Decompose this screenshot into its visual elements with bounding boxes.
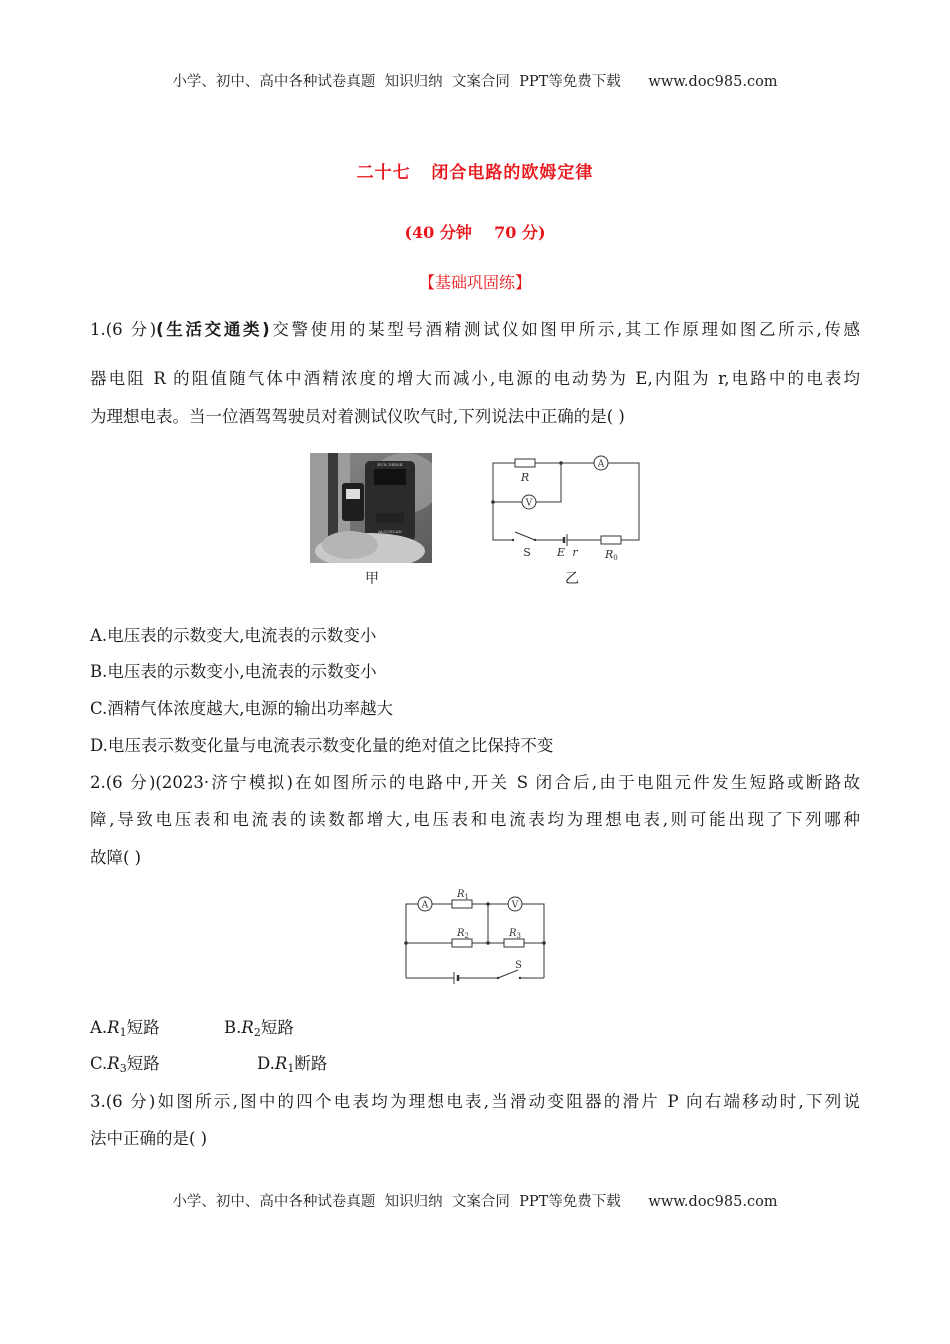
breathalyzer-circuit: [485, 452, 645, 567]
q2-option-d: $D.R_1$断路: [257, 1054, 328, 1075]
q2-option-b: $B.R_2$短路: [224, 1018, 294, 1039]
q2-r1-label: $R_1$: [457, 889, 469, 901]
q2-circuit: [400, 882, 550, 984]
q1-option-a: A.电压表的示数变大,电流表的示数变小: [90, 626, 377, 645]
device-label-1: RUN DRINK: [377, 462, 403, 467]
r0-label: R0: [605, 548, 618, 562]
switch-label: S: [523, 546, 531, 559]
ammeter-symbol: A: [597, 459, 605, 470]
internal-resistance-label: r: [572, 546, 578, 559]
q2-option-a: $A.R_1$短路: [90, 1018, 160, 1039]
figure-b-caption: 乙: [565, 571, 579, 587]
figure-a-caption: 甲: [365, 571, 379, 587]
q1-tag: (生活交通类): [156, 320, 270, 339]
q2-voltmeter-symbol: V: [511, 900, 519, 911]
page-footer: 小学、初中、高中各种试卷真题 知识归纳 文案合同 PPT等免费下载 www.doc985.com: [172, 1194, 778, 1210]
q2-r3-label: $R_3$: [509, 928, 521, 940]
page-subtitle: (40 分钟 70 分): [404, 223, 546, 242]
q1-option-d: D.电压表示数变化量与电流表示数变化量的绝对值之比保持不变: [90, 736, 554, 755]
q1-option-c: C.酒精气体浓度越大,电源的输出功率越大: [90, 699, 394, 718]
q2-option-c: $C.R_3$短路: [90, 1054, 160, 1075]
page-header: 小学、初中、高中各种试卷真题 知识归纳 文案合同 PPT等免费下载 www.doc985.com: [172, 74, 778, 90]
voltmeter-symbol: V: [525, 498, 533, 509]
q1-line-2: 器电阻 R 的阻值随气体中酒精浓度的增大而减小,电源的电动势为 E,内阻为 r,电路中的电表均: [90, 369, 860, 388]
breathalyzer-photo: [310, 453, 432, 563]
q3-line-2: 法中正确的是( ): [90, 1129, 208, 1148]
q3-line-1: 3.(6 分)如图所示,图中的四个电表均为理想电表,当滑动变阻器的滑片 P 向右端移动时,下列说: [90, 1092, 860, 1111]
section-heading: 【基础巩固练】: [418, 273, 531, 292]
q2-r2-label: $R_2$: [457, 928, 469, 940]
q1-option-b: B.电压表的示数变小,电流表的示数变小: [90, 662, 377, 681]
q2-switch-label: S: [515, 960, 522, 971]
sensor-resistor-label: R: [520, 471, 530, 484]
q1-line-3: 为理想电表。当一位酒驾驾驶员对着测试仪吹气时,下列说法中正确的是( ): [90, 407, 625, 426]
q1-number: 1.(6 分): [90, 320, 157, 339]
q1-line-1: 1.(6 分)(生活交通类)交警使用的某型号酒精测试仪如图甲所示,其工作原理如图乙所示,传感: [90, 320, 860, 339]
emf-label: E: [556, 546, 566, 559]
page-title: 二十七 闭合电路的欧姆定律: [356, 163, 594, 183]
q2-line-3: 故障( ): [90, 848, 142, 867]
device-label-2: ALCOSCAN: [377, 529, 403, 534]
q2-line-1: 2.(6 分)(2023·济宁模拟)在如图所示的电路中,开关 S 闭合后,由于电阻元件发生短路或断路故: [90, 773, 860, 792]
q2-line-2: 障,导致电压表和电流表的读数都增大,电压表和电流表均为理想电表,则可能出现了下列哪种: [90, 810, 860, 829]
q2-ammeter-symbol: A: [421, 900, 429, 911]
